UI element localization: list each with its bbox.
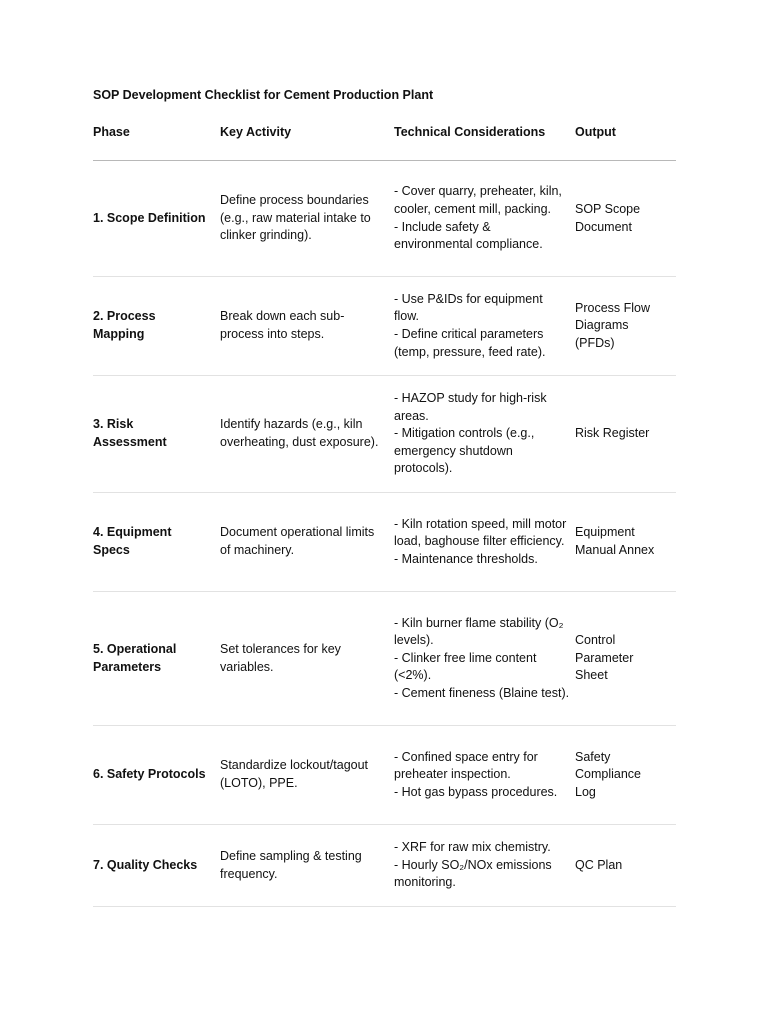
technical-line: - Cement fineness (Blaine test). [394,685,570,700]
column-header-output: Output [575,123,676,161]
phase-cell: 2. Process Mapping [93,277,220,376]
technical-line: - Define critical parameters (temp, pressure, feed rate). [394,327,546,359]
technical-line: - Kiln rotation speed, mill motor load, baghouse filter efficiency. [394,516,567,549]
technical-line: - Hot gas bypass procedures. [394,784,558,799]
document-title: SOP Development Checklist for Cement Production Plant [93,88,434,102]
table-row [93,726,676,825]
technical-line: - Use P&IDs for equipment flow. [394,291,543,324]
activity-cell: Document operational limits of machinery. [220,493,394,592]
activity-cell: Define sampling & testing frequency. [220,825,394,907]
technical-line: - Include safety & environmental compliance. [394,219,543,252]
technical-line: - Mitigation controls (e.g., emergency shutdown protocols). [394,426,535,476]
activity-cell: Break down each sub-process into steps. [220,277,394,376]
output-cell: Safety Compliance Log [575,726,676,825]
table-row [93,376,676,493]
activity-cell: Set tolerances for key variables. [220,592,394,726]
technical-cell [394,277,575,376]
output-cell: Control Parameter Sheet [575,592,676,726]
table-row [93,277,676,376]
phase-cell: 7. Quality Checks [93,825,220,907]
activity-cell: Standardize lockout/tagout (LOTO), PPE. [220,726,394,825]
technical-cell [394,592,575,726]
column-header-technical-considerations: Technical Considerations [394,123,575,161]
technical-cell [394,493,575,592]
table-row [93,493,676,592]
output-cell: SOP Scope Document [575,161,676,277]
table-row [93,592,676,726]
sop-checklist-table [93,123,676,907]
activity-cell: Define process boundaries (e.g., raw material intake to clinker grinding). [220,161,394,277]
technical-line: - Confined space entry for preheater inspection. [394,749,538,782]
technical-line: - XRF for raw mix chemistry. [394,840,551,855]
technical-cell [394,376,575,493]
technical-line: - Maintenance thresholds. [394,551,538,566]
output-cell: Process Flow Diagrams (PFDs) [575,277,676,376]
activity-cell: Identify hazards (e.g., kiln overheating, dust exposure). [220,376,394,493]
technical-cell [394,161,575,277]
technical-line: - Kiln burner flame stability (O₂ levels). [394,615,564,648]
column-header-key-activity: Key Activity [220,123,394,161]
output-cell: Risk Register [575,376,676,493]
technical-cell [394,726,575,825]
table-row [93,161,676,277]
technical-line: - HAZOP study for high-risk areas. [394,391,547,423]
phase-cell: 5. Operational Parameters [93,592,220,726]
technical-line: - Hourly SO₂/NOx emissions monitoring. [394,857,552,890]
phase-cell: 3. Risk Assessment [93,376,220,493]
phase-cell: 4. Equipment Specs [93,493,220,592]
technical-cell [394,825,575,907]
output-cell: Equipment Manual Annex [575,493,676,592]
phase-cell: 1. Scope Definition [93,161,220,277]
technical-line: - Clinker free lime content (<2%). [394,650,537,683]
column-header-phase: Phase [93,123,220,161]
table-header-row [93,123,676,161]
technical-line: - Cover quarry, preheater, kiln, cooler, cement mill, packing. [394,184,562,216]
document-page [93,86,676,907]
phase-cell: 6. Safety Protocols [93,726,220,825]
output-cell: QC Plan [575,825,676,907]
table-row [93,825,676,907]
